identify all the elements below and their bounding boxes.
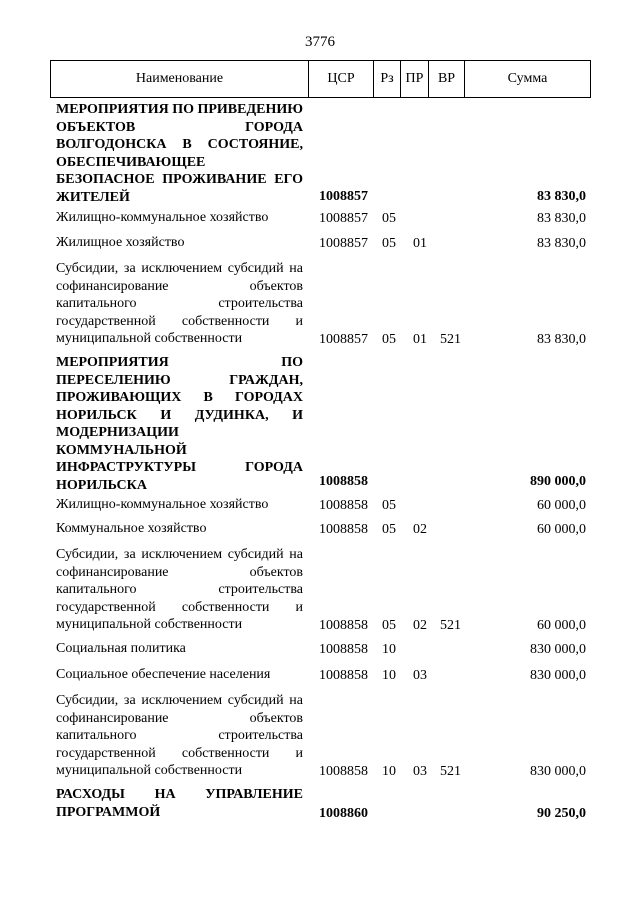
row-name: Коммунальное хозяйство — [56, 521, 207, 536]
table-row — [0, 640, 640, 658]
row-rz: 05 — [382, 521, 396, 537]
row-sum: 83 830,0 — [537, 331, 586, 347]
row-sum: 60 000,0 — [537, 521, 586, 537]
row-sum: 890 000,0 — [530, 473, 586, 489]
row-pr: 03 — [413, 667, 427, 683]
row-name: Жилищное хозяйство — [56, 235, 185, 250]
row-csr: 1008860 — [319, 805, 368, 821]
row-vr: 521 — [440, 763, 461, 779]
row-sum: 83 830,0 — [537, 210, 586, 226]
row-csr: 1008857 — [319, 331, 368, 347]
table-row — [0, 520, 640, 538]
table-row — [0, 546, 640, 634]
row-pr: 02 — [413, 521, 427, 537]
row-sum: 60 000,0 — [537, 497, 586, 513]
header-sum: Сумма — [464, 61, 590, 97]
header-csr: ЦСР — [308, 61, 373, 97]
table-row — [0, 666, 640, 684]
table-row — [0, 496, 640, 514]
row-name: Социальная политика — [56, 641, 186, 656]
row-vr: 521 — [440, 331, 461, 347]
row-rz: 10 — [382, 667, 396, 683]
row-sum: 830 000,0 — [530, 641, 586, 657]
row-csr: 1008857 — [319, 210, 368, 226]
table-row — [0, 692, 640, 780]
row-rz: 05 — [382, 235, 396, 251]
row-name: Субсидии, за исключением субсидий на софинансирование объектов капитального строительства государственной собственности и муниципальной собственности — [56, 261, 303, 346]
row-rz: 10 — [382, 641, 396, 657]
row-rz: 05 — [382, 617, 396, 633]
row-sum: 83 830,0 — [537, 188, 586, 204]
row-csr: 1008858 — [319, 521, 368, 537]
row-pr: 02 — [413, 617, 427, 633]
row-vr: 521 — [440, 617, 461, 633]
row-name: РАСХОДЫ НА УПРАВЛЕНИЕ ПРОГРАММОЙ — [56, 787, 303, 820]
header-vr: ВР — [428, 61, 464, 97]
row-sum: 830 000,0 — [530, 667, 586, 683]
row-sum: 83 830,0 — [537, 235, 586, 251]
row-pr: 01 — [413, 235, 427, 251]
row-name: МЕРОПРИЯТИЯ ПО ПЕРЕСЕЛЕНИЮ ГРАЖДАН, ПРОЖИВАЮЩИХ В ГОРОДАХ НОРИЛЬСК И ДУДИНКА, И МОДЕРНИЗАЦИИ КОММУНАЛЬНОЙ ИНФРАСТРУКТУРЫ ГОРОДА НОРИЛЬСКА — [56, 355, 303, 493]
row-sum: 830 000,0 — [530, 763, 586, 779]
row-csr: 1008857 — [319, 188, 368, 204]
row-name: Жилищно-коммунальное хозяйство — [56, 497, 269, 512]
row-rz: 05 — [382, 497, 396, 513]
row-name: МЕРОПРИЯТИЯ ПО ПРИВЕДЕНИЮ ОБЪЕКТОВ ГОРОДА ВОЛГОДОНСКА В СОСТОЯНИЕ, ОБЕСПЕЧИВАЮЩЕЕ БЕЗОПАСНОЕ ПРОЖИВАНИЕ ЕГО ЖИТЕЛЕЙ — [56, 102, 303, 205]
header-name: Наименование — [135, 71, 224, 86]
row-csr: 1008858 — [319, 763, 368, 779]
row-csr: 1008858 — [319, 497, 368, 513]
table-row — [0, 101, 640, 205]
row-csr: 1008858 — [319, 473, 368, 489]
row-sum: 90 250,0 — [537, 805, 586, 821]
page-number: 3776 — [305, 34, 335, 50]
table-header — [50, 60, 591, 98]
row-pr: 03 — [413, 763, 427, 779]
row-csr: 1008858 — [319, 617, 368, 633]
table-row — [0, 354, 640, 493]
row-rz: 10 — [382, 763, 396, 779]
row-csr: 1008858 — [319, 641, 368, 657]
table-row — [0, 260, 640, 348]
table-row — [0, 234, 640, 252]
table-row — [0, 786, 640, 822]
row-csr: 1008858 — [319, 667, 368, 683]
row-name: Субсидии, за исключением субсидий на софинансирование объектов капитального строительства государственной собственности и муниципальной собственности — [56, 693, 303, 778]
row-rz: 05 — [382, 331, 396, 347]
row-csr: 1008857 — [319, 235, 368, 251]
header-pr: ПР — [400, 61, 428, 97]
row-name: Социальное обеспечение населения — [56, 667, 271, 682]
row-name: Жилищно-коммунальное хозяйство — [56, 210, 269, 225]
header-rz: Рз — [373, 61, 400, 97]
row-pr: 01 — [413, 331, 427, 347]
table-row — [0, 209, 640, 227]
row-sum: 60 000,0 — [537, 617, 586, 633]
row-name: Субсидии, за исключением субсидий на софинансирование объектов капитального строительства государственной собственности и муниципальной собственности — [56, 547, 303, 632]
row-rz: 05 — [382, 210, 396, 226]
